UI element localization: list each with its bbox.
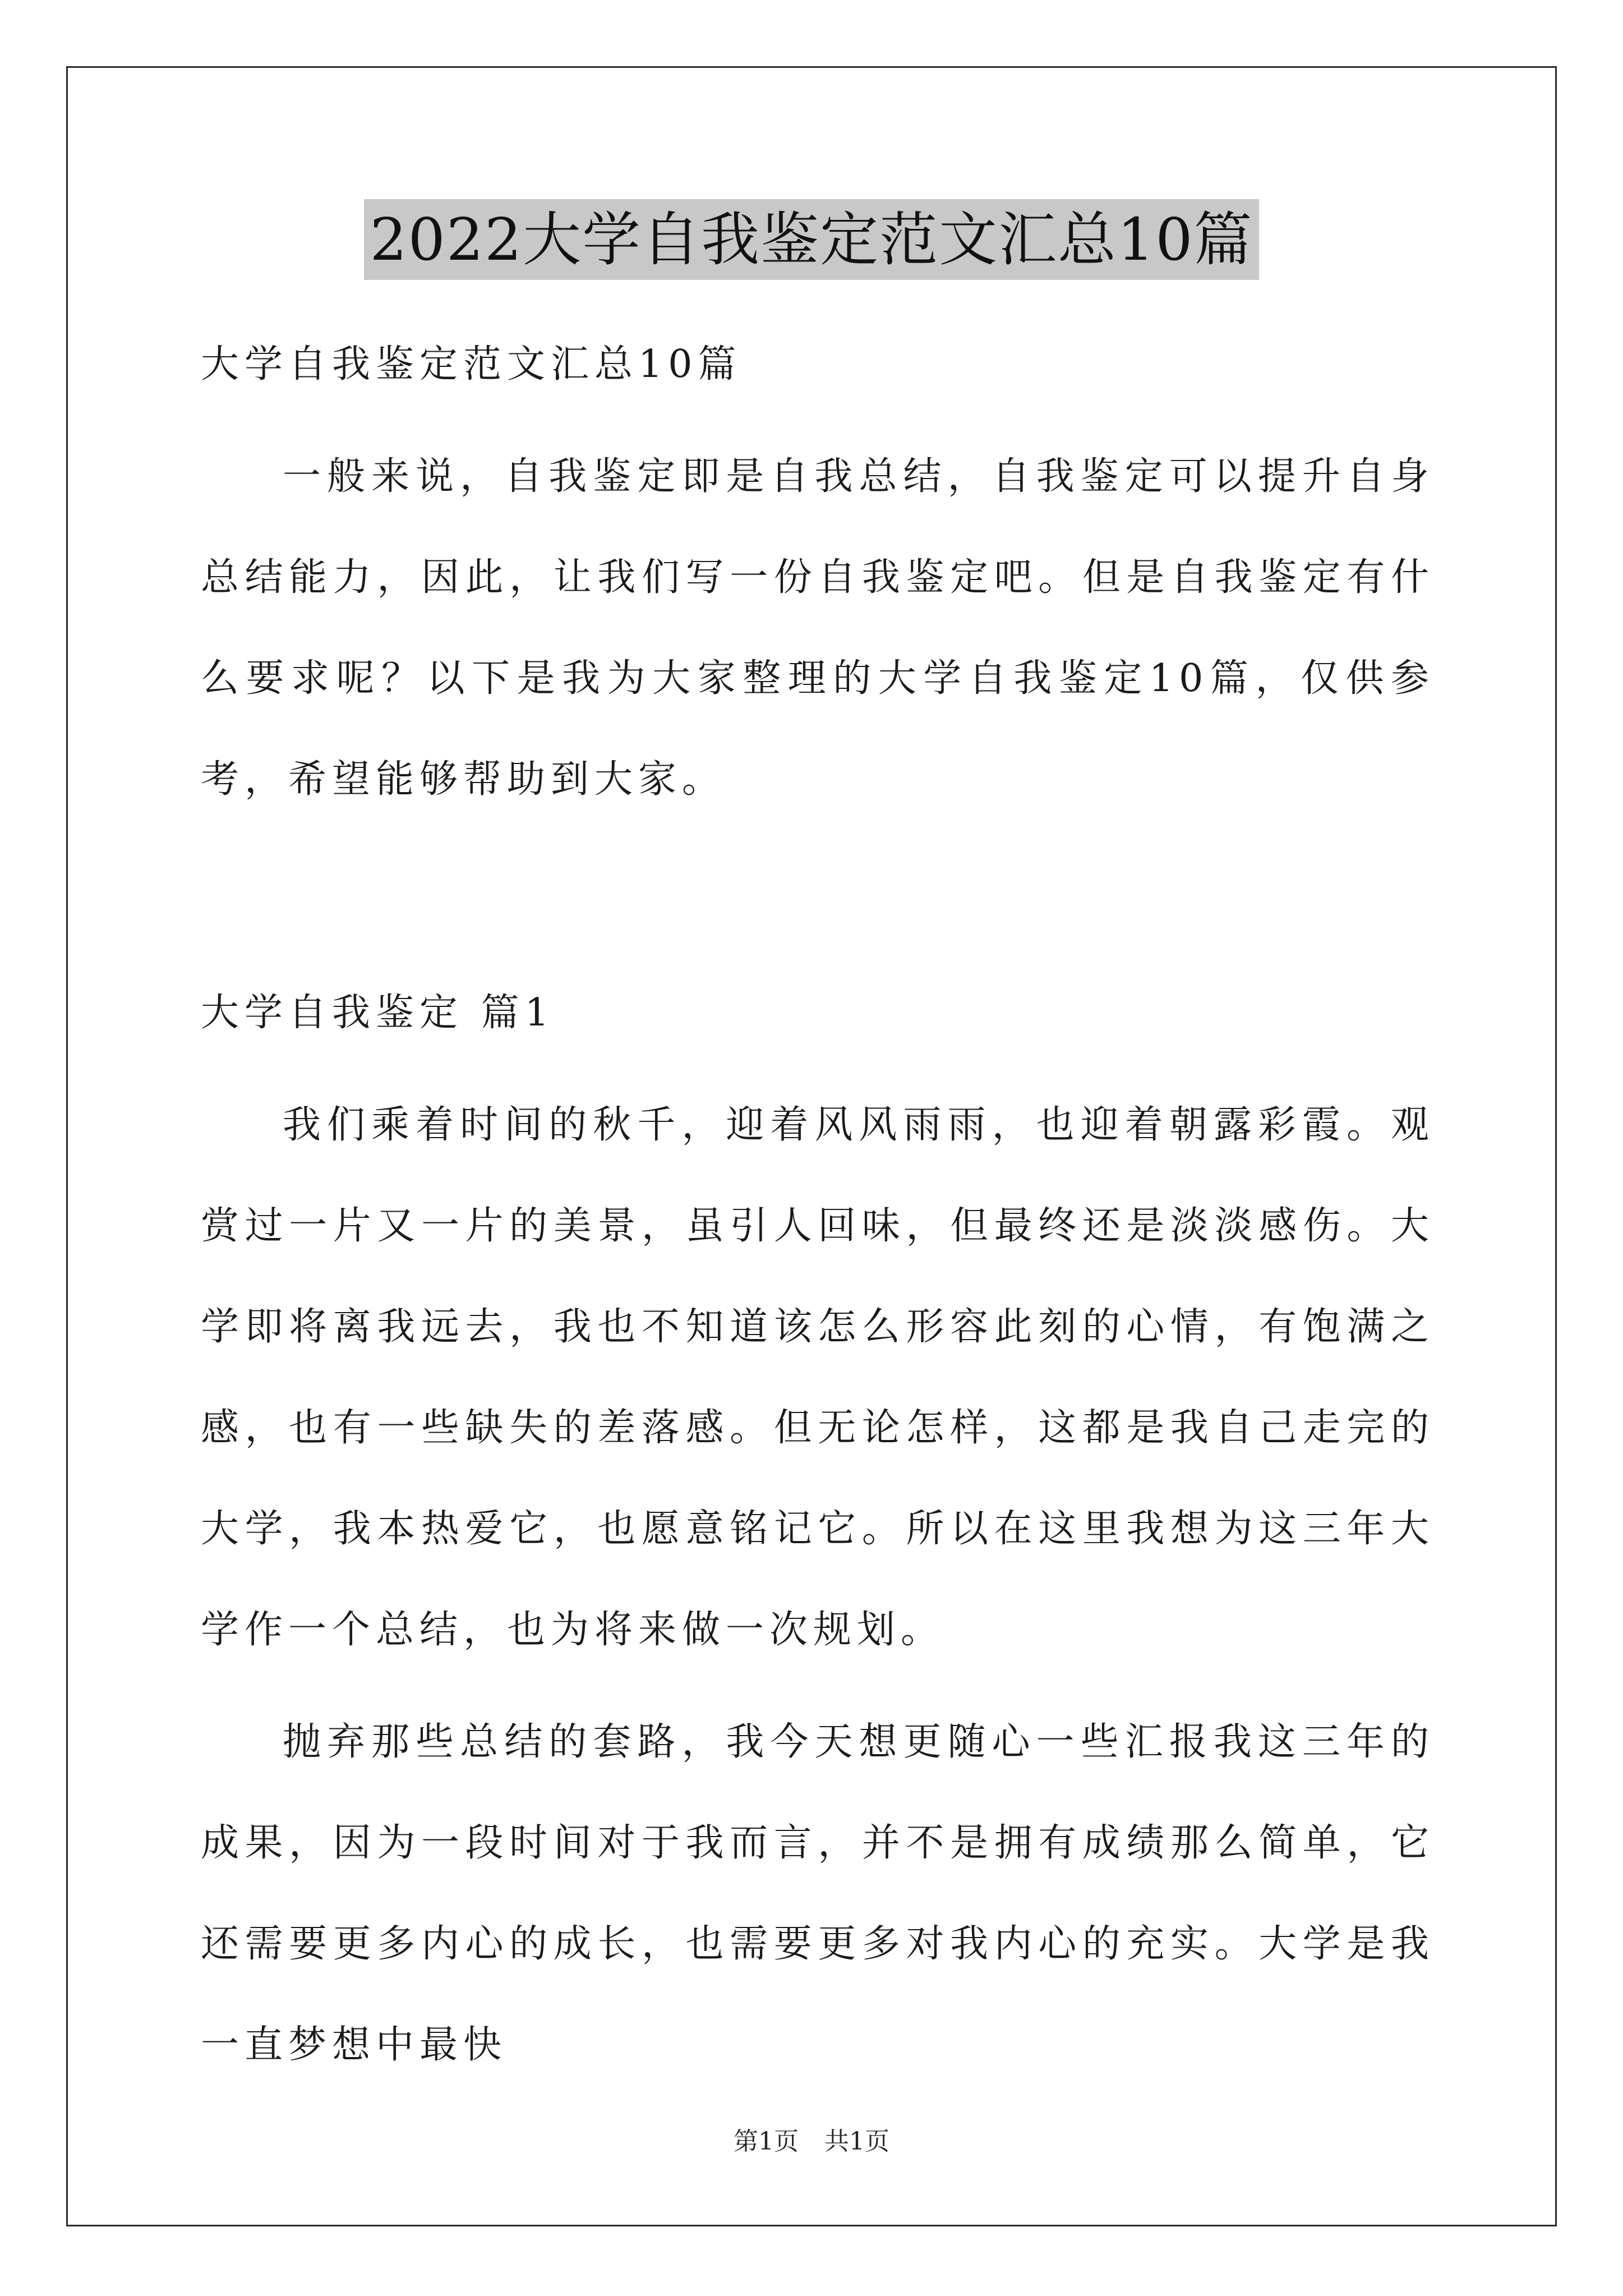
page-number: 第1页 xyxy=(734,2127,799,2156)
intro-paragraph: 一般来说，自我鉴定即是自我总结，自我鉴定可以提升自身总结能力，因此，让我们写一份自我鉴定吧。但是自我鉴定有什么要求呢？以下是我为大家整理的大学自我鉴定10篇，仅供参考，希望能够帮助到大家。 xyxy=(201,454,1435,802)
title-container xyxy=(0,199,1623,280)
section-heading: 大学自我鉴定 篇1 xyxy=(201,991,555,1035)
subtitle: 大学自我鉴定范文汇总10篇 xyxy=(201,342,742,386)
body-paragraph-2: 抛弃那些总结的套路，我今天想更随心一些汇报我这三年的成果，因为一段时间对于我而言，并不是拥有成绩那么简单，它还需要更多内心的成长，也需要更多对我内心的充实。大学是我一直梦想中最快 xyxy=(201,1720,1435,2067)
body-paragraph-1: 我们乘着时间的秋千，迎着风风雨雨，也迎着朝露彩霞。观赏过一片又一片的美景，虽引人回味，但最终还是淡淡感伤。大学即将离我远去，我也不知道该怎么形容此刻的心情，有饱满之感，也有一些缺失的差落感。但无论怎样，这都是我自己走完的大学，我本热爱它，也愿意铭记它。所以在这里我想为这三年大学作一个总结，也为将来做一次规划。 xyxy=(201,1103,1435,1652)
page-total: 共1页 xyxy=(824,2127,889,2156)
document-body xyxy=(201,314,1435,2096)
document-title: 2022大学自我鉴定范文汇总10篇 xyxy=(364,199,1258,280)
page-footer xyxy=(0,2126,1623,2157)
